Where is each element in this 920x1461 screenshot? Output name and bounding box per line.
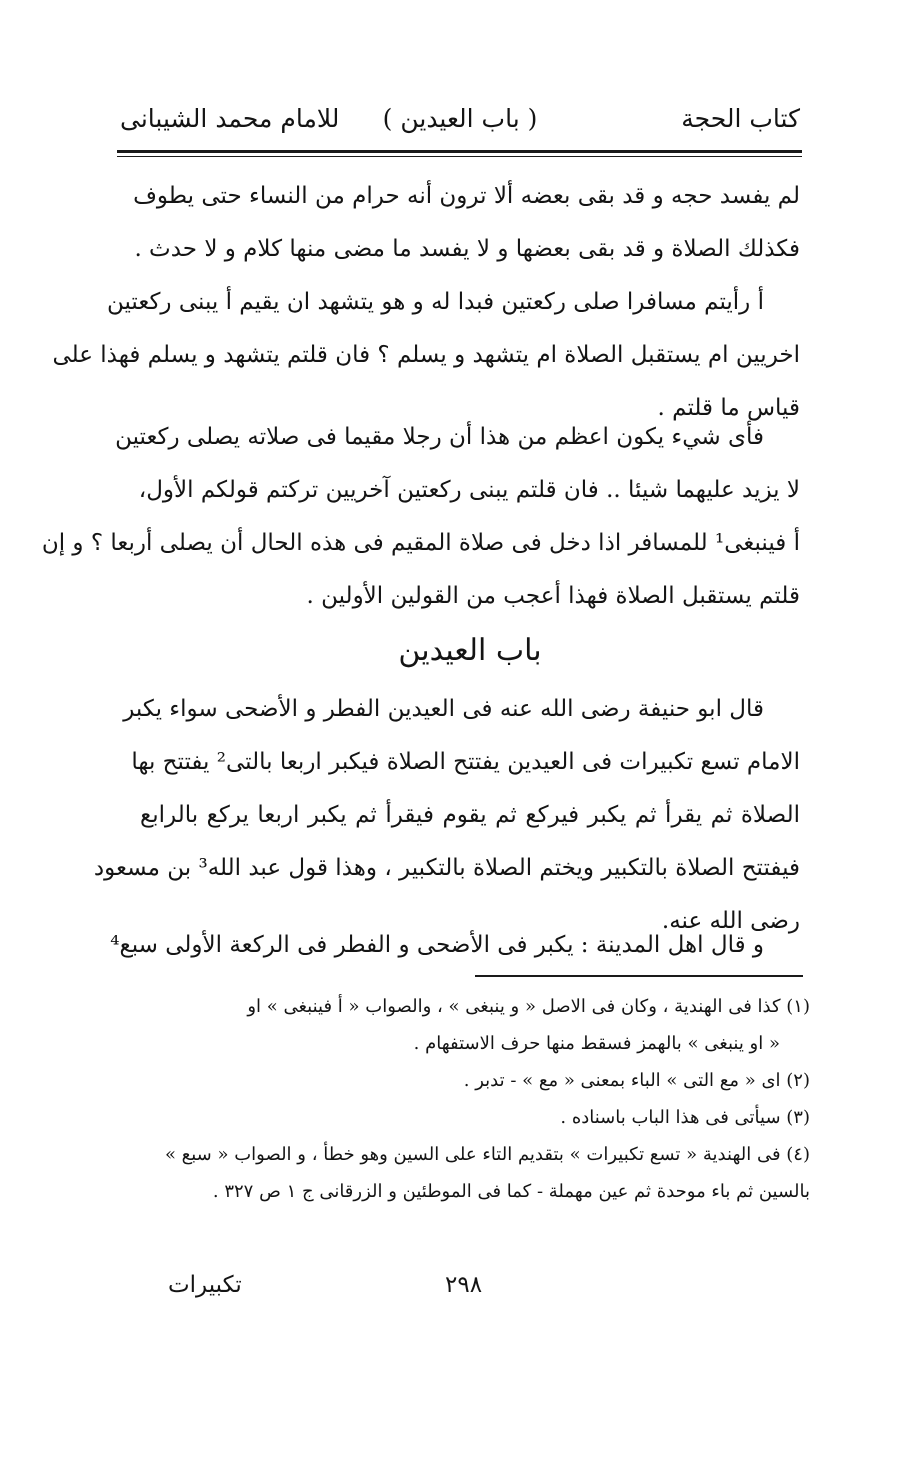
text-line: أ رأيتم مسافرا صلى ركعتين فبدا له و هو يتشهد ان يقيم أ يبنى ركعتين [106, 289, 764, 315]
chapter-title: ( باب العيدين ) [382, 104, 538, 133]
text-line: و قال اهل المدينة : يكبر فى الأضحى و الفطر فى الركعة الأولى سبع⁴ [110, 932, 764, 958]
running-header [120, 104, 800, 144]
paragraph-1 [133, 170, 800, 276]
page-number: ٢٩٨ [445, 1272, 483, 1298]
text-line: فكذلك الصلاة و قد بقى بعضها و لا يفسد ما مضى منها كلام و لا حدث . [134, 236, 800, 262]
text-line: قياس ما قلتم . [657, 395, 800, 421]
footnote-line: « او ينبغى » بالهمز فسقط منها حرف الاستفهام . [413, 1033, 780, 1054]
paragraph-5 [110, 919, 800, 972]
author-name: للامام محمد الشيبانى [120, 104, 340, 133]
footnote-line: بالسين ثم باء موحدة ثم عين مهملة - كما فى الموطئين و الزرقانى ج ١ ص ٣٢٧ . [212, 1181, 810, 1202]
text-line: قال ابو حنيفة رضى الله عنه فى العيدين الفطر و الأضحى سواء يكبر [123, 696, 764, 722]
paragraph-3 [41, 411, 800, 623]
footnote-line: (٣) سيأتى فى هذا الباب باسناده . [560, 1107, 810, 1128]
text-line: اخريين ام يستقبل الصلاة ام يتشهد و يسلم ؟ فان قلتم يتشهد و يسلم فهذا على [52, 342, 800, 368]
footnotes [125, 988, 810, 1210]
text-line: قلتم يستقبل الصلاة فهذا أعجب من القولين الأولين . [306, 583, 800, 609]
header-rule [117, 150, 802, 153]
text-line: أ فينبغى¹ للمسافر اذا دخل فى صلاة المقيم فى هذه الحال أن يصلى أربعا ؟ و إن [41, 530, 800, 556]
footnote-line: (١) كذا فى الهندية ، وكان فى الاصل « و ينبغى » ، والصواب « أ فينبغى » او [247, 996, 810, 1017]
text-line: الصلاة ثم يقرأ ثم يكبر فيركع ثم يقوم فيقرأ ثم يكبر اربعا يركع بالرابع [140, 802, 800, 828]
text-line: فيفتتح الصلاة بالتكبير ويختم الصلاة بالتكبير ، وهذا قول عبد الله³ بن مسعود [93, 855, 800, 881]
catchword: تكبيرات [168, 1272, 242, 1298]
book-title: كتاب الحجة [681, 104, 800, 133]
text-line: لم يفسد حجه و قد بقى بعضه ألا ترون أنه حرام من النساء حتى يطوف [133, 183, 800, 209]
text-line: لا يزيد عليهما شيئا .. فان قلتم يبنى ركعتين آخريين تركتم قولكم الأول، [138, 477, 800, 503]
text-line: فأى شيء يكون اعظم من هذا أن رجلا مقيما فى صلاته يصلى ركعتين [115, 424, 764, 450]
footnote-line: (٤) فى الهندية « تسع تكبيرات » بتقديم التاء على السين وهو خطأ ، و الصواب « سبع » [164, 1144, 810, 1165]
header-rule-thin [117, 156, 802, 157]
paragraph-4 [93, 683, 800, 948]
footnote-rule [475, 975, 803, 977]
footnote-line: (٢) اى « مع التى » الباء بمعنى « مع » - تدبر . [463, 1070, 810, 1091]
text-line: رضى الله عنه. [661, 908, 800, 934]
text-line: الامام تسع تكبيرات فى العيدين يفتتح الصلاة فيكبر اربعا بالتى² يفتتح بها [131, 749, 800, 775]
section-heading: باب العيدين [398, 633, 542, 668]
